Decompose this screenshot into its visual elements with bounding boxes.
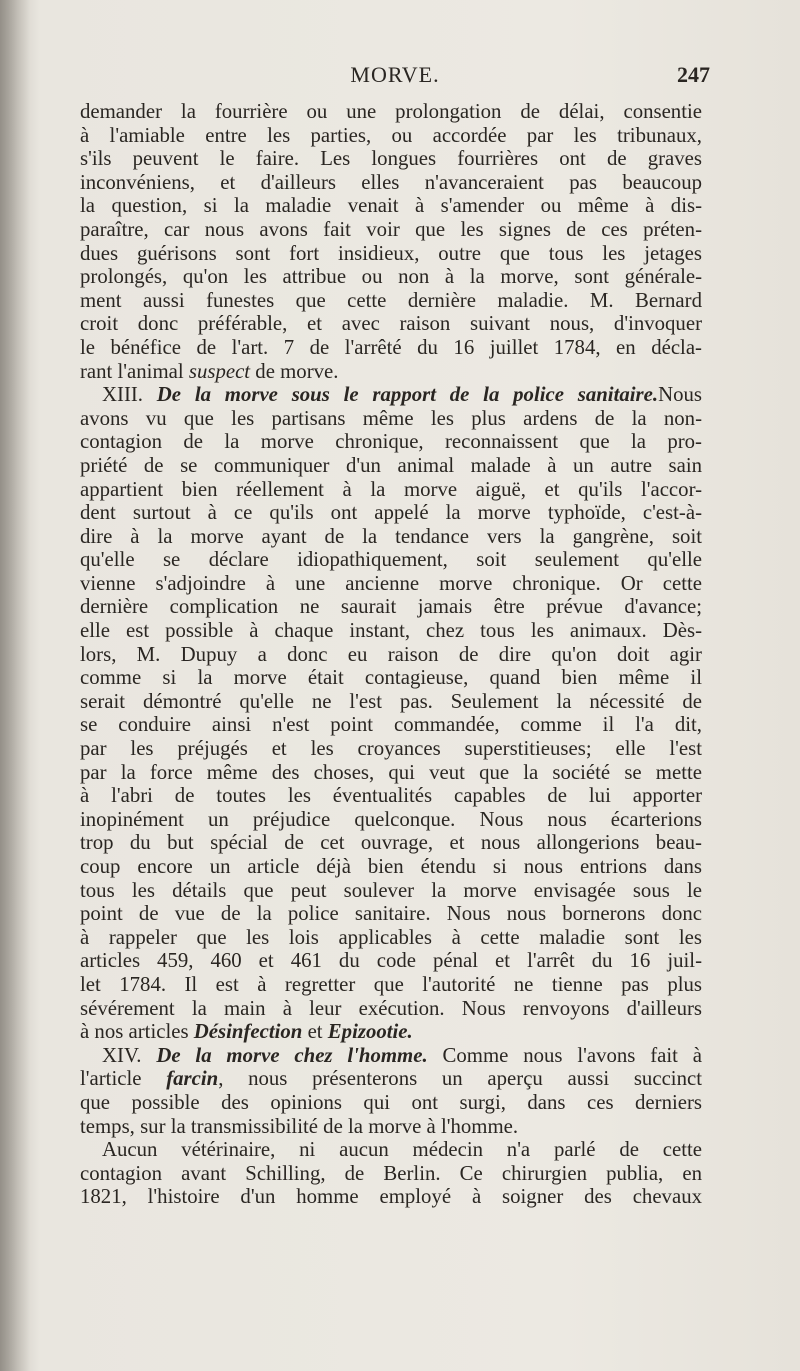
text-line: [80, 430, 702, 454]
page-number: 247: [677, 62, 710, 87]
text-line: [80, 336, 702, 360]
line-text: contagion de la morve chronique, reconnaissent que la pro-: [80, 430, 702, 454]
text-line: [80, 124, 702, 148]
line-text: inopinément un préjudice quelconque. Nous nous écarterions: [80, 807, 702, 831]
text-line: [80, 312, 702, 336]
line-text: point de vue de la police sanitaire. Nous nous bornerons donc: [80, 902, 702, 926]
line-text: qu'elle se déclare idiopathiquement, soit seulement qu'elle: [80, 548, 702, 572]
line-text: articles 459, 460 et 461 du code pénal et l'arrêt du 16 juil-: [80, 949, 702, 973]
line-text: à nos articles: [80, 1020, 194, 1044]
text-line: [80, 171, 702, 195]
text-line: [80, 407, 702, 431]
line-text: la question, si la maladie venait à s'amender ou même à dis-: [80, 194, 702, 218]
line-text: coup encore un article déjà bien étendu si nous entrions dans: [80, 855, 702, 878]
text-line: [80, 973, 702, 997]
emphasis-text: farcin: [166, 1067, 219, 1091]
line-text: Aucun vétérinaire, ni aucun médecin n'a parlé de cette: [102, 1138, 702, 1162]
line-text: temps, sur la transmissibilité de la morve à l'homme.: [80, 1114, 519, 1138]
text-line: [80, 666, 702, 690]
line-text: serait démontré qu'elle ne l'est pas. Seulement la nécessité de: [80, 689, 702, 713]
page-header: [80, 62, 710, 98]
text-line: [80, 643, 702, 667]
text-line: [80, 619, 702, 643]
line-text: sévérement la main à leur exécution. Nous renvoyons d'ailleurs: [80, 996, 702, 1020]
text-line: [80, 902, 702, 926]
line-text: avons vu que les partisans même les plus ardens de la non-: [80, 406, 702, 430]
text-line: [80, 501, 702, 525]
line-text: et: [302, 1020, 328, 1044]
line-text: l'article: [80, 1067, 167, 1091]
emphasis-text: De la morve sous le rapport de la police sanitaire.: [156, 383, 659, 407]
line-text: paraître, car nous avons fait voir que les signes de ces préten-: [80, 217, 702, 241]
text-line: [80, 1020, 702, 1044]
text-line: [80, 1115, 702, 1139]
text-line: [80, 548, 702, 572]
line-text: vienne s'adjoindre à une ancienne morve chronique. Or cette: [80, 571, 702, 595]
text-line: [80, 926, 702, 950]
text-line: [80, 690, 702, 714]
text-line: [80, 737, 702, 761]
emphasis-text: Epizootie.: [327, 1020, 413, 1044]
line-text: XIII.: [102, 383, 157, 407]
line-text: croit donc préférable, et avec raison suivant nous, d'invoquer: [80, 312, 702, 336]
emphasis-text: suspect: [188, 359, 251, 383]
line-text: lors, M. Dupuy a donc eu raison de dire qu'on doit agir: [80, 642, 702, 666]
text-line: [80, 1185, 702, 1209]
line-text: 1821, l'histoire d'un homme employé à soigner des chevaux: [80, 1185, 702, 1209]
text-line: [80, 289, 702, 313]
line-text: se conduire ainsi n'est point commandée, comme il l'a dit,: [80, 713, 702, 737]
emphasis-text: De la morve chez l'homme.: [156, 1043, 428, 1067]
text-line: [80, 1067, 702, 1091]
line-text: ment aussi funestes que cette dernière maladie. M. Bernard: [80, 288, 702, 312]
text-line: [80, 855, 702, 879]
text-line: [80, 383, 702, 407]
line-text: dernière complication ne saurait jamais être prévue d'avance;: [80, 595, 702, 619]
line-text: dues guérisons sont fort insidieux, outre que tous les jetages: [80, 241, 702, 265]
line-text: le bénéfice de l'art. 7 de l'arrêté du 16 juillet 1784, en décla-: [80, 335, 702, 359]
line-text: à l'amiable entre les parties, ou accordée par les tribunaux,: [80, 123, 702, 147]
text-line: [80, 454, 702, 478]
line-text: dire à la morve ayant de la tendance vers la gangrène, soit: [80, 524, 702, 548]
emphasis-text: Désinfection: [193, 1020, 303, 1044]
text-line: [80, 784, 702, 808]
line-text: contagion avant Schilling, de Berlin. Ce chirurgien publia, en: [80, 1161, 702, 1185]
text-line: [80, 1044, 702, 1068]
line-text: Comme nous l'avons fait à: [427, 1043, 702, 1067]
text-line: [80, 595, 702, 619]
text-line: [80, 242, 702, 266]
line-text: dent surtout à ce qu'ils ont appelé la morve typhoïde, c'est-à-: [80, 501, 702, 525]
text-line: [80, 194, 702, 218]
line-text: , nous présenterons un aperçu aussi succinct: [218, 1067, 702, 1091]
text-line: [80, 761, 702, 785]
line-text: XIV.: [102, 1043, 157, 1067]
line-text: trop du but spécial de cet ouvrage, et nous allongerions beau-: [80, 831, 702, 855]
text-line: [80, 808, 702, 832]
text-line: [80, 831, 702, 855]
text-line: [80, 1091, 702, 1115]
line-text: que possible des opinions qui ont surgi, dans ces derniers: [80, 1090, 702, 1114]
text-line: [80, 1162, 702, 1186]
text-line: [80, 1138, 702, 1162]
line-text: prolongés, qu'on les attribue ou non à la morve, sont générale-: [80, 265, 702, 289]
text-line: [80, 147, 702, 171]
line-text: inconvéniens, et d'ailleurs elles n'avanceraient pas beaucoup: [80, 170, 702, 194]
line-text: let 1784. Il est à regretter que l'autorité ne tienne pas plus: [80, 972, 702, 996]
text-line: [80, 525, 702, 549]
running-head: MORVE.: [350, 62, 440, 87]
line-text: demander la fourrière ou une prolongation de délai, consentie: [80, 100, 702, 123]
line-text: à rappeler que les lois applicables à cette maladie sont les: [80, 925, 702, 949]
line-text: comme si la morve était contagieuse, quand bien même il: [80, 666, 702, 690]
body-text: [80, 100, 702, 1209]
line-text: rant l'animal: [80, 359, 189, 383]
text-line: [80, 879, 702, 903]
line-text: appartient bien réellement à la morve aiguë, et qu'ils l'accor-: [80, 477, 702, 501]
text-line: [80, 713, 702, 737]
line-text: s'ils peuvent le faire. Les longues fourrières ont de graves: [80, 147, 702, 171]
line-text: priété de se communiquer d'un animal malade à un autre sain: [80, 453, 702, 477]
text-line: [80, 478, 702, 502]
binding-shadow: [0, 0, 30, 1371]
line-text: Nous: [658, 383, 702, 407]
text-line: [80, 572, 702, 596]
text-line: [80, 100, 702, 124]
line-text: par les préjugés et les croyances superstitieuses; elle l'est: [80, 737, 702, 761]
line-text: à l'abri de toutes les éventualités capables de lui apporter: [80, 784, 702, 808]
line-text: par la force même des choses, qui veut que la société se mette: [80, 760, 702, 784]
line-text: de morve.: [250, 359, 339, 383]
line-text: elle est possible à chaque instant, chez tous les animaux. Dès-: [80, 619, 702, 643]
line-text: tous les détails que peut soulever la morve envisagée sous le: [80, 878, 702, 902]
text-line: [80, 997, 702, 1021]
text-line: [80, 360, 702, 384]
text-line: [80, 949, 702, 973]
text-line: [80, 218, 702, 242]
text-line: [80, 265, 702, 289]
